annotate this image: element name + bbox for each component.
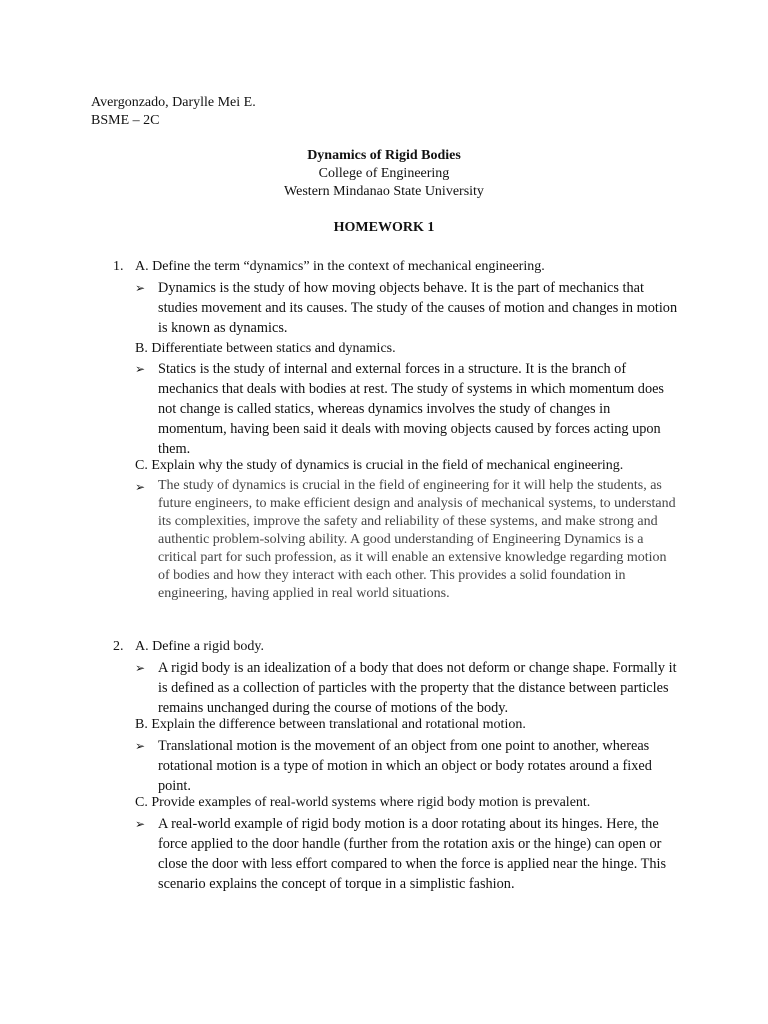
arrow-bullet-icon: ➢ [135, 281, 146, 295]
arrow-bullet-icon: ➢ [135, 362, 146, 376]
arrow-bullet-icon: ➢ [135, 661, 146, 675]
answer-text: The study of dynamics is crucial in the field of engineering for it will help the students, as future engineers, to make efficient design and analysis of mechanical systems, to understand its complexities, improve the safety and reliability of these systems, and make strong and authentic problem-solving ability. A good understanding of Engineering Dynamics is a critical part for such profession, as it will enable an extensive knowledge regarding motion of bodies and how they interact with each other. This provides a solid foundation in engineering, having applied in real world situations. [158, 478, 676, 601]
arrow-bullet-icon: ➢ [135, 817, 146, 831]
answer-text: A real-world example of rigid body motion is a door rotating about its hinges. Here, the force applied to the door handle (further from the rotation axis or the hinge) can open or close the door with less effort compared to when the force is applied near the hinge. This scenario explains the concept of torque in a simplistic fashion. [158, 816, 667, 892]
arrow-bullet-icon: ➢ [135, 739, 146, 753]
student-info [91, 94, 256, 130]
college-name: College of Engineering [318, 166, 450, 181]
homework-title: HOMEWORK 1 [333, 220, 435, 235]
course-header [0, 147, 768, 201]
question-prompt: A. Define a rigid body. [135, 639, 264, 654]
answer-text: Statics is the study of internal and external forces in a structure. It is the branch of mechanics that deals with bodies at rest. The study of systems in which momentum does not change is called statics, whereas dynamics involves the study of changes in momentum, having been said it deals with moving objects caused by forces acting upon them. [158, 361, 664, 457]
university-name: Western Mindanao State University [284, 184, 484, 199]
question-prompt: A. Define the term “dynamics” in the context of mechanical engineering. [135, 259, 545, 274]
answer-text: A rigid body is an idealization of a body that does not deform or change shape. Formally it is defined as a collection of particles with the property that the distance between particles remains unchanged during the course of motions of the body. [158, 660, 677, 716]
question-number: 1. [113, 259, 124, 274]
student-name: Avergonzado, Darylle Mei E. [91, 95, 256, 110]
question-prompt: B. Differentiate between statics and dynamics. [135, 341, 396, 356]
answer-text: Translational motion is the movement of an object from one point to another, whereas rotational motion is a type of motion in which an object or body rotates around a fixed point. [158, 738, 652, 794]
question-number: 2. [113, 639, 124, 654]
arrow-bullet-icon: ➢ [135, 480, 146, 494]
course-title: Dynamics of Rigid Bodies [307, 148, 461, 163]
question-prompt: C. Explain why the study of dynamics is crucial in the field of mechanical engineering. [135, 458, 624, 473]
question-prompt: C. Provide examples of real-world systems where rigid body motion is prevalent. [135, 795, 591, 810]
student-section: BSME – 2C [91, 113, 160, 128]
question-prompt: B. Explain the difference between translational and rotational motion. [135, 717, 526, 732]
answer-text: Dynamics is the study of how moving objects behave. It is the part of mechanics that studies movement and its causes. The study of the causes of motion and changes in motion is known as dynamics. [158, 280, 678, 336]
